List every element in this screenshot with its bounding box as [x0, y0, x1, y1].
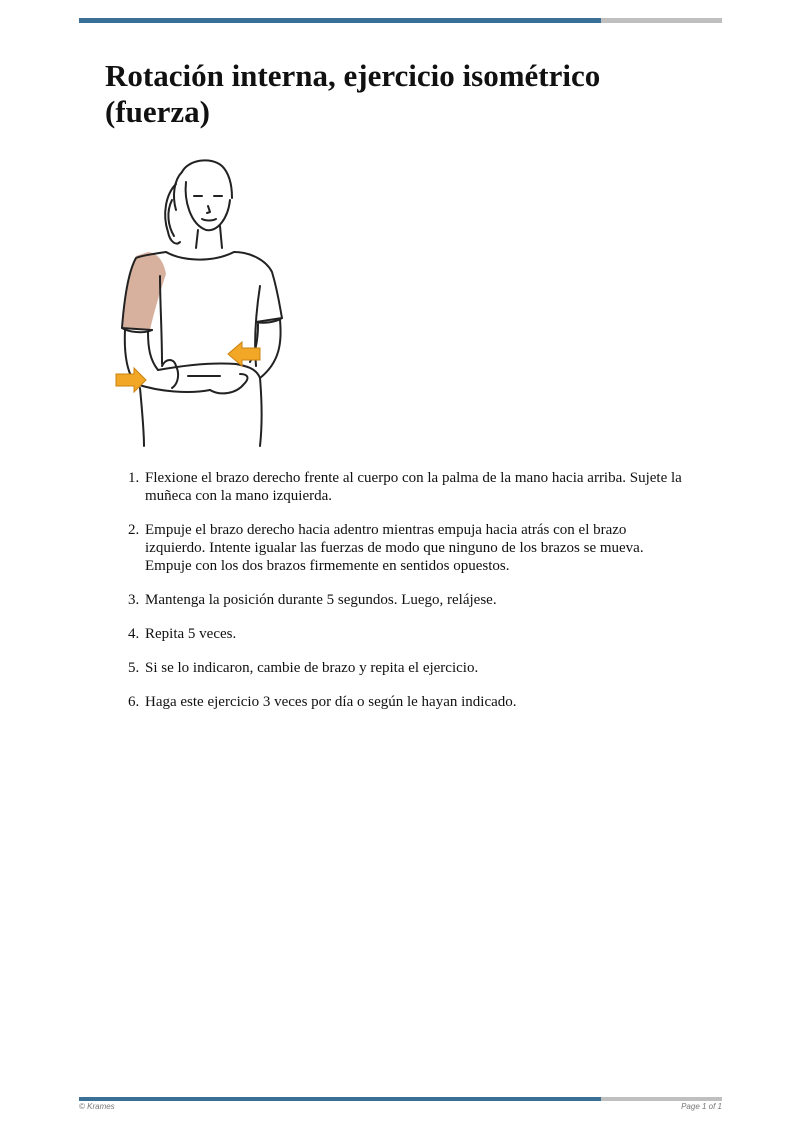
- footer-rule: [79, 1097, 722, 1101]
- list-item: [128, 521, 688, 575]
- list-item: [128, 625, 688, 643]
- step-number: 5.: [128, 660, 140, 676]
- step-text: Mantenga la posición durante 5 segundos. Luego, relájese.: [145, 592, 497, 608]
- step-number: 4.: [128, 626, 140, 642]
- step-number: 3.: [128, 592, 140, 608]
- list-item: [128, 469, 688, 505]
- step-text: Haga este ejercicio 3 veces por día o según le hayan indicado.: [145, 694, 517, 710]
- push-arrow-left: [116, 368, 146, 392]
- list-item: [128, 693, 688, 711]
- woman-arm-exercise-illustration: [110, 152, 300, 448]
- step-text: Si se lo indicaron, cambie de brazo y repita el ejercicio.: [145, 660, 479, 676]
- footer-copyright: © Krames: [79, 1102, 115, 1111]
- header-rule-gray: [601, 18, 722, 23]
- list-item: [128, 659, 688, 677]
- header-rule-blue: [79, 18, 601, 23]
- step-text: Flexione el brazo derecho frente al cuerpo con la palma de la mano hacia arriba. Sujete la muñeca con la mano izquierda.: [145, 470, 682, 504]
- step-number: 2.: [128, 522, 140, 538]
- footer-rule-blue: [79, 1097, 601, 1101]
- step-number: 1.: [128, 470, 140, 486]
- list-item: [128, 591, 688, 609]
- footer-page-number: Page 1 of 1: [681, 1102, 722, 1111]
- footer-rule-gray: [601, 1097, 722, 1101]
- exercise-steps: [128, 469, 688, 727]
- step-number: 6.: [128, 694, 140, 710]
- step-text: Repita 5 veces.: [145, 626, 237, 642]
- header-rule: [79, 18, 722, 23]
- step-text: Empuje el brazo derecho hacia adentro mientras empuja hacia atrás con el brazo izquierdo. Intente igualar las fuerzas de modo que ninguno de los brazos se mueva. Empuje con los dos brazos firmemente en sentidos opuestos.: [145, 522, 644, 574]
- page-title: Rotación interna, ejercicio isométrico (fuerza): [105, 58, 601, 129]
